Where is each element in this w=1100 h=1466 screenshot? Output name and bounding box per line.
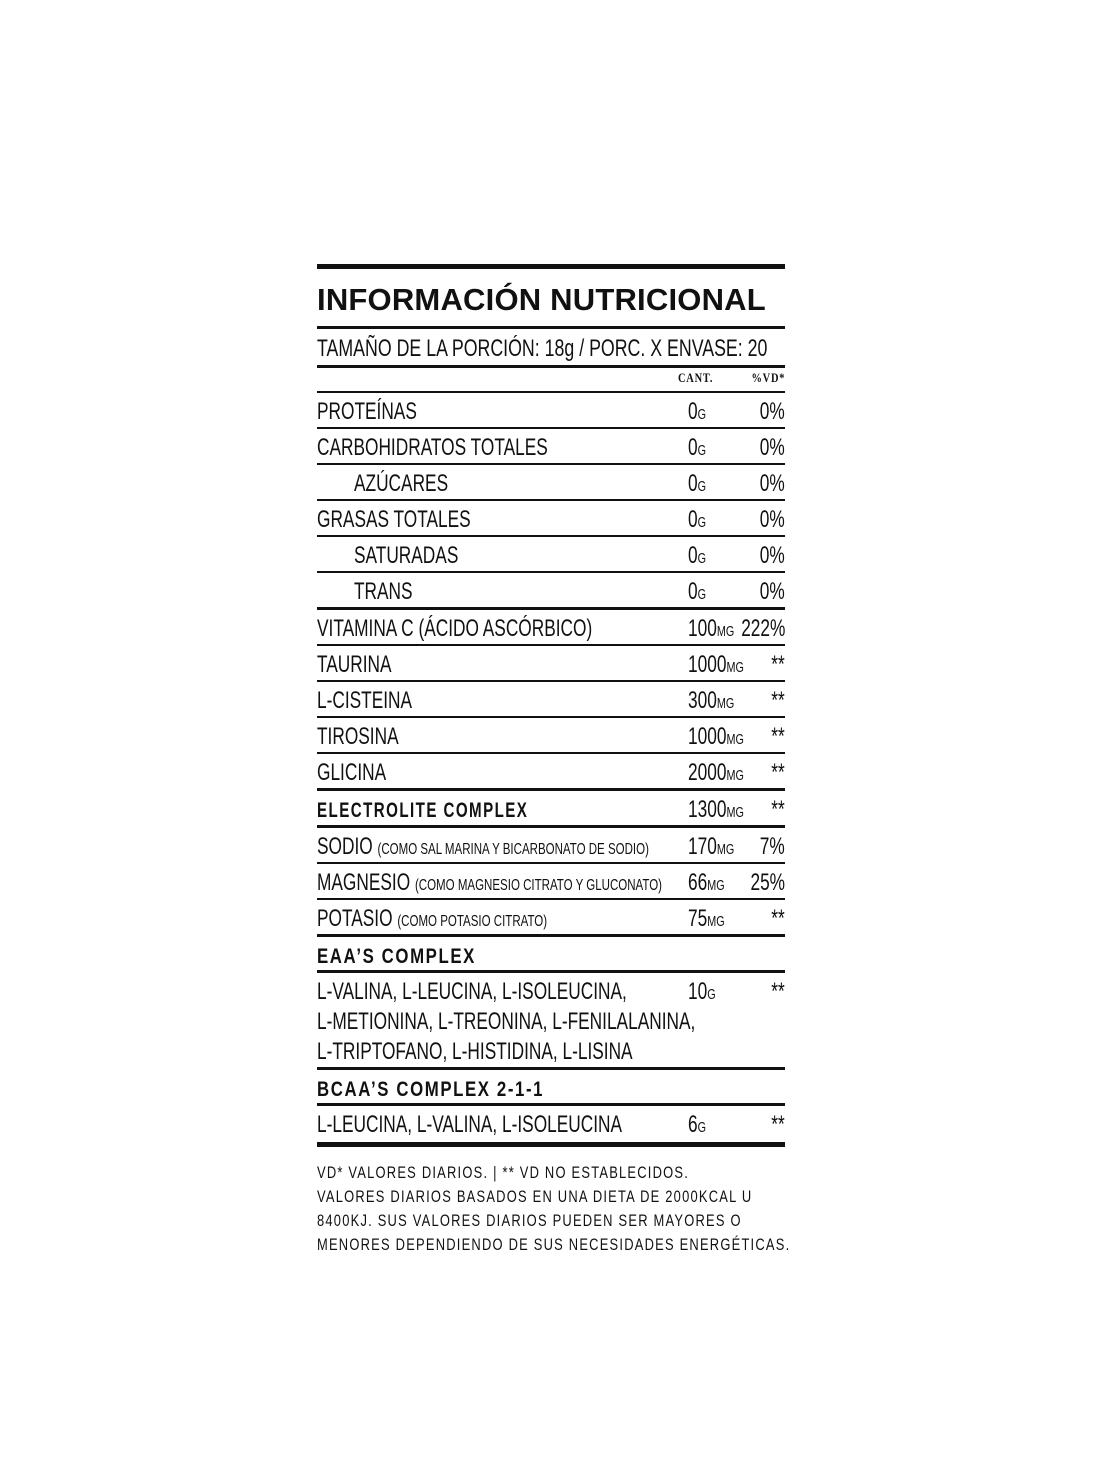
nutrient-label: PROTEÍNAS: [317, 398, 417, 425]
nutrient-amount: 1000MG: [688, 723, 744, 750]
nutrient-label: TRANS: [354, 578, 413, 605]
eaa-amount: 10G: [688, 978, 716, 1005]
bcaa-row: L-LEUCINA, L-VALINA, L-ISOLEUCINA 6G **: [317, 1106, 785, 1142]
nutrient-row: [317, 537, 785, 571]
footnote-line: MENORES DEPENDIENDO DE SUS NECESIDADES ENERGÉTICAS.: [317, 1235, 791, 1254]
nutrient-amount: 2000MG: [688, 759, 744, 786]
nutrient-label: VITAMINA C (ÁCIDO ASCÓRBICO): [317, 615, 593, 642]
nutrient-amount: 0G: [688, 398, 707, 425]
panel-title: INFORMACIÓN NUTRICIONAL: [317, 282, 766, 317]
eaa-line: L-VALINA, L-LEUCINA, L-ISOLEUCINA,: [317, 978, 627, 1005]
nutrient-dv: 222%: [740, 615, 785, 642]
eaa-dv: **: [771, 978, 785, 1005]
nutrient-dv: 0%: [760, 434, 785, 461]
nutrient-row: [317, 393, 785, 427]
nutrient-dv: 25%: [750, 869, 785, 896]
nutrient-amount: 0G: [688, 506, 707, 533]
nutrient-dv: **: [771, 905, 785, 932]
nutrient-label: TIROSINA: [317, 723, 399, 750]
nutrient-row: [317, 791, 785, 825]
nutrient-amount: 1300MG: [688, 796, 744, 823]
nutrient-amount: 100MG: [688, 615, 735, 642]
nutrient-name: MAGNESIO: [317, 869, 411, 896]
nutrient-note: (COMO SAL MARINA Y BICARBONATO DE SODIO): [377, 841, 649, 858]
nutrient-row: [317, 465, 785, 499]
nutrient-note: (COMO MAGNESIO CITRATO Y GLUCONATO): [414, 877, 663, 894]
nutrient-label: ELECTROLITE COMPLEX: [317, 799, 529, 822]
nutrient-row: [317, 610, 785, 644]
nutrient-row: [317, 864, 785, 898]
nutrient-row: [317, 900, 785, 934]
nutrient-dv: 0%: [760, 470, 785, 497]
nutrient-dv: 0%: [760, 578, 785, 605]
nutrient-dv: 0%: [760, 542, 785, 569]
nutrient-amount: 300MG: [688, 687, 735, 714]
bcaa-section-heading: BCAA’S COMPLEX 2-1-1: [317, 1078, 545, 1101]
bcaa-dv: **: [771, 1111, 785, 1138]
nutrient-row: [317, 754, 785, 788]
eaa-section-heading: EAA’S COMPLEX: [317, 945, 476, 968]
serving-size: TAMAÑO DE LA PORCIÓN: 18g / PORC. X ENVASE: 20: [317, 335, 768, 362]
nutrient-row: [317, 646, 785, 680]
nutrient-dv: **: [771, 796, 785, 823]
nutrient-name: SODIO: [317, 833, 373, 860]
eaa-line: L-METIONINA, L-TREONINA, L-FENILALANINA,: [317, 1008, 696, 1035]
nutrient-dv: **: [771, 759, 785, 786]
nutrient-label: CARBOHIDRATOS TOTALES: [317, 434, 548, 461]
nutrient-dv: **: [771, 687, 785, 714]
nutrient-row: [317, 501, 785, 535]
nutrient-label: GLICINA: [317, 759, 387, 786]
nutrient-amount: 66MG: [688, 869, 725, 896]
nutrient-dv: 0%: [760, 398, 785, 425]
nutrient-dv: 0%: [760, 506, 785, 533]
eaa-line: L-TRIPTOFANO, L-HISTIDINA, L-LISINA: [317, 1038, 633, 1065]
nutrient-amount: 0G: [688, 470, 707, 497]
nutrient-dv: **: [771, 651, 785, 678]
nutrient-dv: 7%: [760, 833, 785, 860]
nutrient-amount: 0G: [688, 578, 707, 605]
bcaa-amount: 6G: [688, 1111, 707, 1138]
nutrient-dv: **: [771, 723, 785, 750]
nutrient-label: GRASAS TOTALES: [317, 506, 471, 533]
column-headers: [317, 368, 785, 391]
footnote: [317, 1161, 791, 1257]
nutrient-row: [317, 682, 785, 716]
footnote-line: 8400KJ. SUS VALORES DIARIOS PUEDEN SER MAYORES O: [317, 1211, 742, 1230]
nutrient-label: TAURINA: [317, 651, 392, 678]
nutrient-label: AZÚCARES: [354, 470, 449, 497]
nutrient-rows: [317, 393, 785, 937]
nutrient-name: POTASIO: [317, 905, 393, 932]
nutrient-amount: 0G: [688, 542, 707, 569]
nutrient-amount: 170MG: [688, 833, 735, 860]
eaa-amino-list: [317, 977, 842, 1067]
nutrition-facts-panel: [317, 264, 791, 1257]
nutrient-row: [317, 718, 785, 752]
nutrient-amount: 1000MG: [688, 651, 744, 678]
nutrient-label: [317, 900, 637, 941]
amount-column-header: CANT.: [678, 370, 714, 385]
nutrient-row: [317, 828, 785, 862]
nutrient-note: (COMO POTASIO CITRATO): [397, 913, 548, 930]
nutrient-label: SATURADAS: [354, 542, 459, 569]
nutrient-amount: 0G: [688, 434, 707, 461]
nutrient-row: [317, 429, 785, 463]
footnote-line: VD* VALORES DIARIOS. | ** VD NO ESTABLECIDOS.: [317, 1163, 690, 1182]
dv-column-header: %VD*: [751, 370, 785, 385]
nutrient-row: [317, 573, 785, 607]
eaa-row: [317, 973, 785, 1067]
footnote-line: VALORES DIARIOS BASADOS EN UNA DIETA DE 2000KCAL U: [317, 1187, 753, 1206]
nutrient-label: L-CISTEINA: [317, 687, 413, 714]
nutrient-amount: 75MG: [688, 905, 725, 932]
